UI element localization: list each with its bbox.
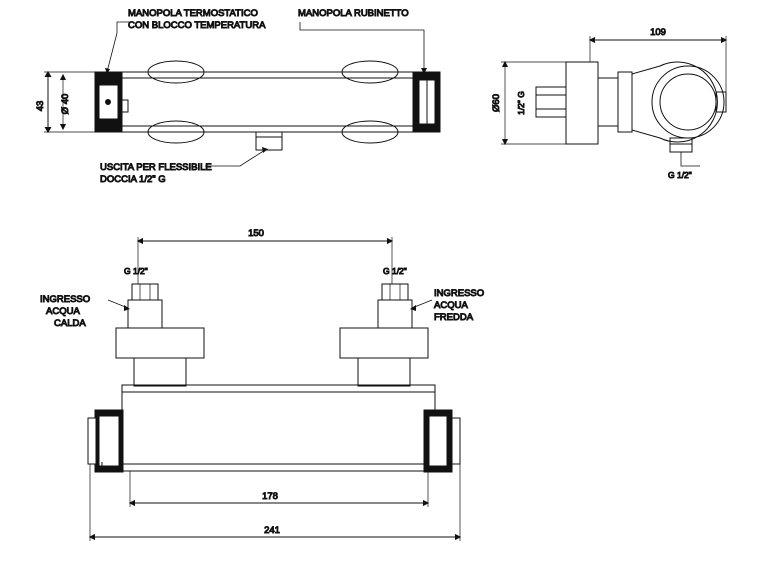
dim-150-label: 150 <box>248 228 264 239</box>
leader-tap-handle <box>300 22 424 72</box>
dim-178-arrow-right <box>423 501 428 506</box>
top-body-outline <box>95 72 440 132</box>
label-hose-outlet-line1: USCITA PER FLESSIBILE <box>100 162 212 173</box>
label-hot-inlet-line2: ACQUA <box>46 306 80 317</box>
dim-109-arrow-left <box>590 38 595 43</box>
leader-hot-arrow <box>124 305 130 311</box>
dim-d40-arrow-top <box>61 75 66 80</box>
label-cold-inlet-line3: FREDDA <box>434 312 474 323</box>
dim-43-arrow-top <box>45 72 51 77</box>
dim-43-arrow-bottom <box>45 127 51 132</box>
dim-241-arrow-right <box>455 535 460 540</box>
front-right-cap-window <box>429 416 447 466</box>
front-left-cap-end <box>88 418 96 464</box>
front-hot-neck <box>134 358 186 386</box>
front-cold-neck <box>358 358 410 386</box>
label-side-thread-top: 1/2" G <box>516 91 526 115</box>
front-cold-thread <box>382 284 408 300</box>
dim-150-arrow-right <box>387 239 392 244</box>
front-hot-flange <box>116 328 204 358</box>
dim-109-label: 109 <box>650 27 666 38</box>
side-body <box>632 62 717 142</box>
front-cold-nut <box>378 300 412 328</box>
front-body-outline <box>122 385 435 471</box>
label-thread-right: G 1/2" <box>383 266 407 276</box>
side-neck <box>598 78 618 126</box>
dim-d60-arrow-bottom <box>503 139 508 144</box>
label-hose-outlet-line2: DOCCIA 1/2" G <box>100 174 166 185</box>
label-thread-left: G 1/2" <box>124 266 148 276</box>
label-hot-inlet-line1: INGRESSO <box>40 294 91 305</box>
front-view <box>40 228 484 541</box>
side-body-circle <box>652 66 724 138</box>
top-left-cap-dot <box>106 100 111 105</box>
dim-d60-label: Ø60 <box>491 94 502 112</box>
front-hot-nut <box>128 300 162 328</box>
side-flange <box>566 62 598 144</box>
label-side-thread-bottom: G 1/2" <box>668 170 692 180</box>
label-thermostatic-handle-line1: MANOPOLA TERMOSTATICO <box>128 8 258 19</box>
dim-43-label: 43 <box>35 100 46 112</box>
leader-side-thread-bottom <box>681 152 700 166</box>
label-thermostatic-handle-line2: CON BLOCCO TEMPERATURA <box>128 20 266 31</box>
side-body-inner-circle <box>660 74 716 130</box>
top-hose-outlet <box>256 132 282 150</box>
label-cold-inlet-line1: INGRESSO <box>434 288 485 299</box>
front-hot-thread <box>132 284 158 300</box>
leader-thermostatic-2 <box>107 33 117 72</box>
label-tap-handle: MANOPOLA RUBINETTO <box>298 8 409 19</box>
dim-178-label: 178 <box>262 491 278 502</box>
side-view <box>491 27 726 180</box>
dim-d60-arrow-top <box>503 62 508 67</box>
front-left-cap-window <box>99 416 119 466</box>
top-view <box>35 8 440 185</box>
leader-cold-arrow <box>410 305 416 311</box>
label-cold-inlet-line2: ACQUA <box>434 300 468 311</box>
dim-241-label: 241 <box>264 525 280 536</box>
label-hot-inlet-line3: CALDA <box>54 318 86 329</box>
dim-150-arrow-left <box>138 239 143 244</box>
side-wall-nipple <box>536 87 566 117</box>
dim-241-arrow-left <box>90 535 95 540</box>
dim-109-arrow-right <box>721 38 726 43</box>
leader-hose-outlet <box>205 150 265 166</box>
dim-178-arrow-left <box>130 501 135 506</box>
side-neck-2 <box>618 72 632 132</box>
front-right-cap-end <box>452 418 460 464</box>
front-cold-flange <box>340 328 428 358</box>
dim-d40-label: Ø 40 <box>60 93 71 115</box>
dim-d40-arrow-bottom <box>61 124 66 129</box>
